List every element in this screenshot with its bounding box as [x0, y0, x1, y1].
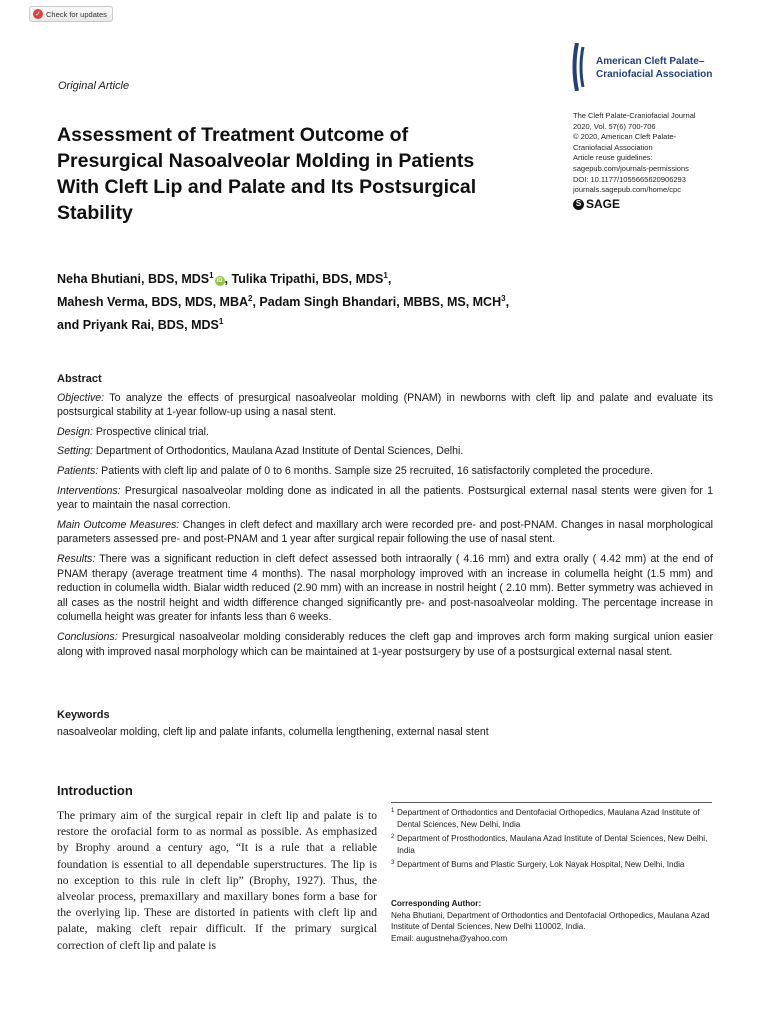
abstract-outcome — [57, 518, 713, 547]
affiliation-item — [391, 833, 712, 856]
abstract-text: Prospective clinical trial. — [92, 425, 209, 438]
author-line-3 — [57, 312, 697, 335]
abstract-text: Changes in cleft defect and maxillary arch were recorded pre- and post-PNAM. Changes in nasal morphological parameters assessed pre- and post-PNAM and 1 year after surgical repair following the use of nasal stent. — [57, 518, 713, 546]
abstract-text: Presurgical nasoalveolar molding considerably reduces the cleft gap and improves arch form making surgical union easier along with improved nasal morphology which can be maintained at 1-year postsurgery by use of a postsurgical external nasal stent. — [57, 630, 713, 658]
affiliation-item — [391, 807, 712, 830]
journal-info-line: © 2020, American Cleft Palate- — [573, 132, 677, 142]
doi-link[interactable]: DOI: 10.1177/1055665620906293 — [573, 174, 686, 184]
affiliation-ref: 3 — [501, 294, 506, 304]
affiliation-text: Department of Prosthodontics, Maulana Azad Institute of Dental Sciences, New Delhi, India — [397, 834, 708, 855]
abstract-text: Patients with cleft lip and palate of 0 to 6 months. Sample size 25 recruited, 16 satisfactorily completed the procedure. — [98, 464, 653, 477]
abstract-conclusions — [57, 630, 713, 659]
author-list — [57, 266, 697, 335]
author-line-2 — [57, 289, 697, 312]
abstract-label: Design: — [57, 425, 93, 438]
keywords-text: nasoalveolar molding, cleft lip and palate infants, columella lengthening, external nasal stent — [57, 725, 489, 738]
affiliation-ref: 1 — [218, 317, 224, 327]
check-for-updates-button[interactable] — [29, 6, 113, 22]
affiliation-number: 3 — [391, 860, 395, 866]
journal-info-line: Article reuse guidelines: — [573, 153, 653, 163]
abstract-text: Presurgical nasoalveolar molding done as indicated in all the patients. Postsurgical external nasal stents were given for 1 year to maintain the nasal correction. — [57, 484, 713, 512]
introduction-heading: Introduction — [57, 783, 133, 798]
author-separator: , — [387, 272, 392, 287]
introduction-text: The primary aim of the surgical repair in cleft lip and palate is to restore the orofacial form to as normal as possible. As emphasized by Brophy around a century ago, “It is a rule that a reliable foundation is essential to all dependable superstructures. The lip is no exception to this rule in cleft lip” (Brophy, 1927). Thus, the alveolar process, premaxillary and maxillary bones form a base for the overlying lip. These are distorted in patients with cleft lip and palate, making cleft repair difficult. If the primary surgical correction of cleft lip and palate is — [57, 809, 377, 952]
author-name: Mahesh Verma, BDS, MDS, MBA — [57, 295, 249, 310]
abstract-label: Setting: — [57, 445, 93, 458]
journal-info-line: 2020, Vol. 57(6) 700-706 — [573, 121, 656, 131]
abstract-setting — [57, 444, 713, 459]
abstract-label: Results: — [57, 552, 96, 565]
logo-line-2: Craniofacial Association — [596, 69, 713, 80]
affiliation-number: 1 — [391, 808, 395, 814]
affiliation-ref: 1 — [209, 271, 214, 280]
abstract-interventions — [57, 484, 713, 513]
abstract-label: Conclusions: — [57, 630, 118, 643]
update-check-icon: ✓ — [33, 9, 43, 19]
journal-info-line: Craniofacial Association — [573, 142, 653, 152]
corresponding-author — [391, 898, 712, 944]
journal-home-link[interactable]: journals.sagepub.com/home/cpc — [573, 185, 681, 195]
acpa-emblem-icon — [571, 43, 589, 91]
sage-icon: S — [573, 199, 584, 210]
footnote-divider — [391, 802, 712, 803]
abstract-label: Interventions: — [57, 484, 121, 497]
corresponding-email[interactable]: Email: augustneha@yahoo.com — [391, 933, 508, 943]
acpa-logo — [571, 43, 731, 91]
sage-logo — [573, 196, 723, 211]
author-name: , Tulika Tripathi, BDS, MDS — [224, 272, 384, 287]
permissions-link[interactable]: sagepub.com/journals-permissions — [573, 163, 689, 173]
affiliation-ref: 2 — [248, 294, 253, 304]
abstract-text: Department of Orthodontics, Maulana Azad Institute of Dental Sciences, Delhi. — [92, 445, 464, 458]
author-line-1 — [57, 266, 697, 289]
abstract-label: Patients: — [57, 464, 99, 477]
corresponding-heading: Corresponding Author: — [391, 899, 482, 908]
affiliation-text: Department of Orthodontics and Dentofacial Orthopedics, Maulana Azad Institute of Dental Sciences, New Delhi, India — [397, 808, 700, 829]
keywords-heading: Keywords — [57, 709, 110, 721]
author-name: , Padam Singh Bhandari, MBBS, MS, MCH — [252, 295, 502, 310]
journal-info-line: The Cleft Palate-Craniofacial Journal — [573, 111, 696, 120]
abstract-text: To analyze the effects of presurgical nasoalveolar molding (PNAM) in newborns with cleft lip and palate and evaluate its postsurgical stability at 1-year follow-up using a nasal stent. — [57, 391, 713, 419]
affiliation-item — [391, 859, 712, 871]
abstract-design — [57, 425, 713, 440]
affiliation-number: 2 — [391, 834, 395, 840]
abstract-results — [57, 552, 713, 625]
abstract-patients — [57, 464, 713, 479]
corresponding-text: Neha Bhutiani, Department of Orthodontics and Dentofacial Orthopedics, Maulana Azad Institute of Dental Sciences, New Delhi 110002, India. — [391, 910, 710, 931]
abstract-label: Main Outcome Measures: — [57, 518, 180, 531]
affiliation-ref: 1 — [383, 271, 388, 280]
logo-line-1: American Cleft Palate– — [596, 56, 705, 67]
abstract-label: Objective: — [57, 391, 105, 404]
journal-info — [573, 111, 723, 210]
author-name: and Priyank Rai, BDS, MDS — [57, 318, 219, 333]
abstract-text: There was a significant reduction in cleft defect assessed both intraorally ( 4.16 mm) and extra orally ( 4.42 mm) at the end of PNAM therapy (average treatment time 4 months). The nasal morphology improved with an increase in columella height (1.5 mm) and reduction in columella width. Bialar width reduced (2.90 mm) with an increase in nostril height ( 2.10 mm). Better symmetry was achieved in all cases as the nostril height and width difference changed significantly pre- and post-nasoalveolar molding. The percentage increase in columella height was greater for infants less than 6 weeks. — [57, 552, 713, 624]
abstract-section — [57, 372, 713, 664]
orcid-icon[interactable]: iD — [216, 278, 223, 285]
author-name: Neha Bhutiani, BDS, MDS — [57, 272, 210, 287]
article-type: Original Article — [58, 80, 130, 92]
affiliations — [391, 807, 712, 874]
abstract-heading: Abstract — [57, 373, 102, 385]
check-for-updates-label: Check for updates — [46, 9, 107, 19]
author-separator: , — [505, 295, 510, 310]
affiliation-text: Department of Burns and Plastic Surgery, Lok Nayak Hospital, New Delhi, India — [397, 860, 685, 869]
article-title: Assessment of Treatment Outcome of Presurgical Nasoalveolar Molding in Patients With Cleft Lip and Palate and Its Postsurgical Stability — [57, 124, 477, 224]
abstract-objective — [57, 391, 713, 420]
keywords-section — [57, 708, 713, 739]
sage-label: SAGE — [586, 196, 621, 211]
